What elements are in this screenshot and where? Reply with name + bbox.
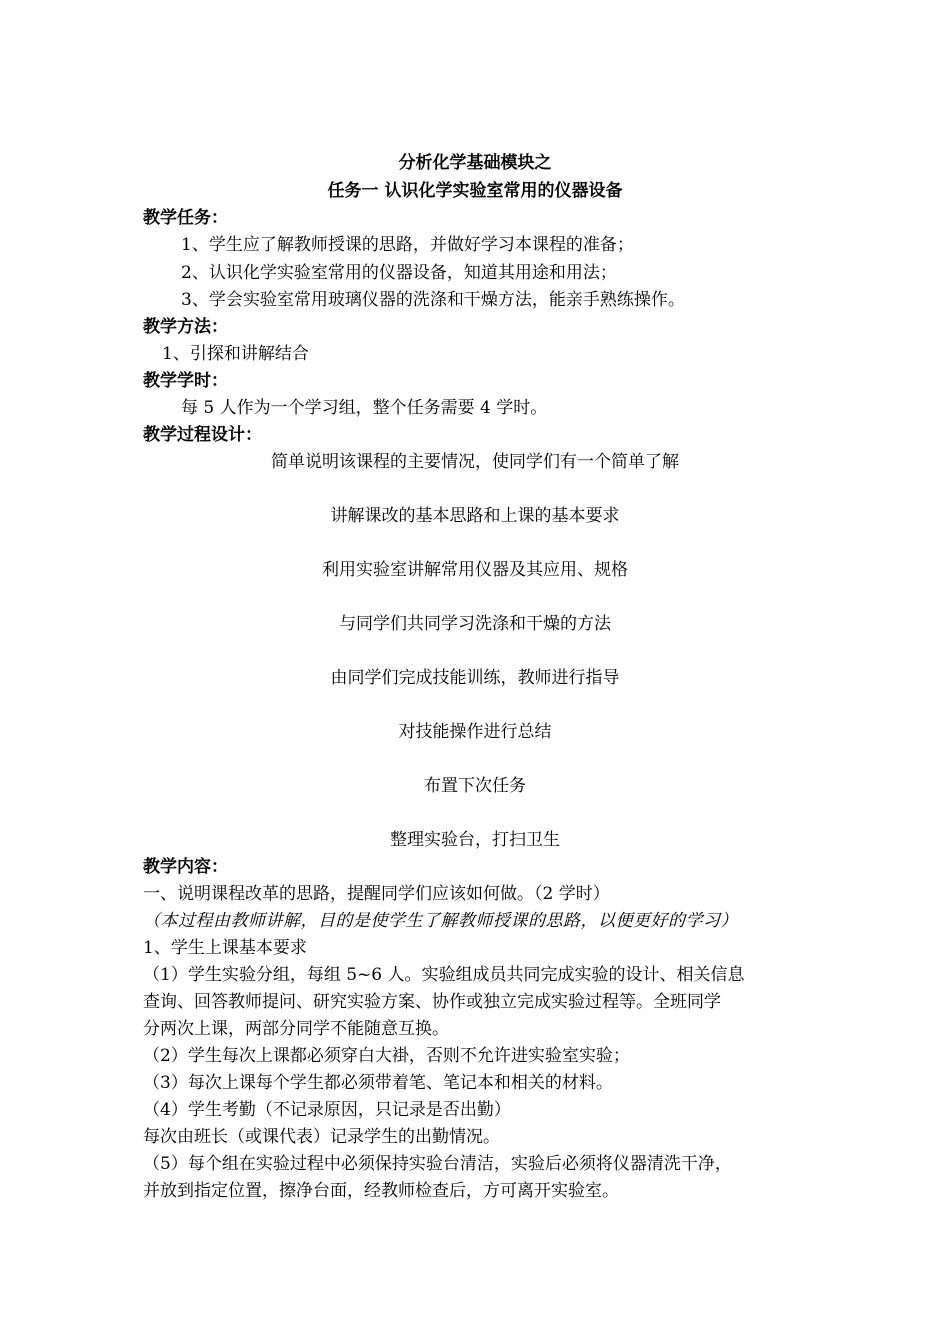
process-step: 由同学们完成技能训练，教师进行指导 xyxy=(330,668,620,688)
doc-title-line1: 分析化学基础模块之 xyxy=(398,153,552,173)
content-line: 分两次上课，两部分同学不能随意互换。 xyxy=(143,1019,449,1039)
content-line: （5）每个组在实验过程中必须保持实验台清洁，实验后必须将仪器清洗干净， xyxy=(143,1154,732,1174)
hours-heading: 教学学时： xyxy=(143,371,228,391)
process-step: 利用实验室讲解常用仪器及其应用、规格 xyxy=(322,560,628,580)
content-heading: 教学内容： xyxy=(143,857,228,877)
doc-title-line2: 任务一 认识化学实验室常用的仪器设备 xyxy=(327,181,623,201)
content-line: 每次由班长（或课代表）记录学生的出勤情况。 xyxy=(143,1127,500,1147)
process-step: 与同学们共同学习洗涤和干燥的方法 xyxy=(339,614,611,634)
task-item-1: 1、学生应了解教师授课的思路，并做好学习本课程的准备； xyxy=(181,235,634,255)
process-step: 对技能操作进行总结 xyxy=(398,722,552,742)
process-heading: 教学过程设计： xyxy=(143,425,262,445)
content-note: （本过程由教师讲解，目的是使学生了解教师授课的思路，以便更好的学习） xyxy=(143,911,738,931)
content-line: （4）学生考勤（不记录原因，只记录是否出勤） xyxy=(143,1100,511,1120)
method-item-1: 1、引探和讲解结合 xyxy=(162,344,309,364)
content-line: 1、学生上课基本要求 xyxy=(143,938,307,958)
content-line: 一、说明课程改革的思路，提醒同学们应该如何做。（2 学时） xyxy=(143,884,610,904)
hours-text: 每 5 人作为一个学习组，整个任务需要 4 学时。 xyxy=(181,398,548,418)
content-line: （3）每次上课每个学生都必须带着笔、笔记本和相关的材料。 xyxy=(143,1073,613,1093)
method-heading: 教学方法： xyxy=(143,317,228,337)
process-step: 讲解课改的基本思路和上课的基本要求 xyxy=(330,506,620,526)
process-step: 整理实验台，打扫卫生 xyxy=(390,830,560,850)
content-line: 并放到指定位置，擦净台面，经教师检查后，方可离开实验室。 xyxy=(143,1181,619,1201)
content-line: （2）学生每次上课都必须穿白大褂，否则不允许进实验室实验； xyxy=(143,1046,630,1066)
content-line: 查询、回答教师提问、研究实验方案、协作或独立完成实验过程等。全班同学 xyxy=(143,992,721,1012)
process-step: 布置下次任务 xyxy=(424,776,526,796)
task-item-2: 2、认识化学实验室常用的仪器设备，知道其用途和用法； xyxy=(181,263,617,283)
process-step: 简单说明该课程的主要情况，使同学们有一个简单了解 xyxy=(271,452,679,472)
content-line: （1）学生实验分组，每组 5~6 人。实验组成员共同完成实验的设计、相关信息 xyxy=(143,965,745,985)
task-item-3: 3、学会实验室常用玻璃仪器的洗涤和干燥方法，能亲手熟练操作。 xyxy=(181,290,685,310)
task-heading: 教学任务： xyxy=(143,208,228,228)
